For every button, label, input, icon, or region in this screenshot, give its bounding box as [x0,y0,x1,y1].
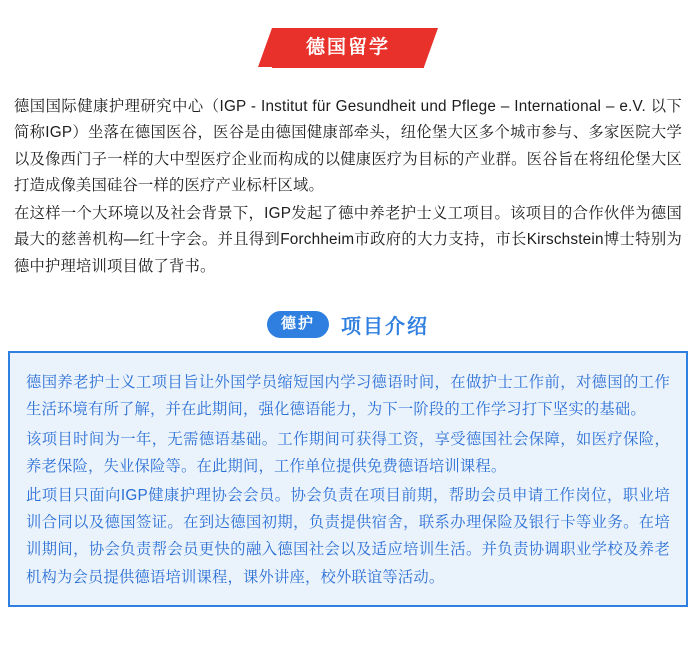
program-paragraph-3: 此项目只面向IGP健康护理协会会员。协会负责在项目前期，帮助会员申请工作岗位，职业培训合同以及德国签证。在到达德国初期，负责提供宿舍，联系办理保险及银行卡等业务。在培训期间，协会负责帮会员更快的融入德国社会以及适应培训生活。并负责协调职业学校及养老机构为会员提供德语培训课程，课外讲座，校外联谊等活动。 [26,486,670,586]
program-paragraph-1: 德国养老护士义工项目旨让外国学员缩短国内学习德语时间，在做护士工作前，对德国的工作生活环境有所了解，并在此期间，强化德语能力，为下一阶段的工作学习打下坚实的基础。 [26,374,670,419]
section-title: 项目介绍 [341,316,429,339]
banner-ribbon [272,28,424,68]
intro-section [14,94,682,280]
section-pill-badge: 德护 [267,311,329,338]
section-heading [0,310,696,339]
intro-paragraph-1: 德国国际健康护理研究中心（IGP - Institut für Gesundheit und Pflege – International – e.V. 以下简称IGP）坐落在德国医谷，医谷是由德国健康部牵头，纽伦堡大区多个城市参与、多家医院大学以及像西门子一样的大中型医疗企业而构成的以健康医疗为目标的产业群。医谷旨在将纽伦堡大区打造成像美国硅谷一样的医疗产业标杆区域。 [14,98,682,194]
program-paragraph-2: 该项目时间为一年，无需德语基础。工作期间可获得工资，享受德国社会保障，如医疗保险，养老保险，失业保险等。在此期间，工作单位提供免费德语培训课程。 [26,430,670,475]
intro-paragraph-2: 在这样一个大环境以及社会背景下，IGP发起了德中养老护士义工项目。该项目的合作伙伴为德国最大的慈善机构—红十字会。并且得到Forchheim市政府的大力支持，市长Kirschstein博士特别为德中护理培训项目做了背书。 [14,205,682,275]
banner-title: 德国留学 [305,37,390,58]
banner-container [0,0,696,68]
program-description-box [8,351,688,607]
